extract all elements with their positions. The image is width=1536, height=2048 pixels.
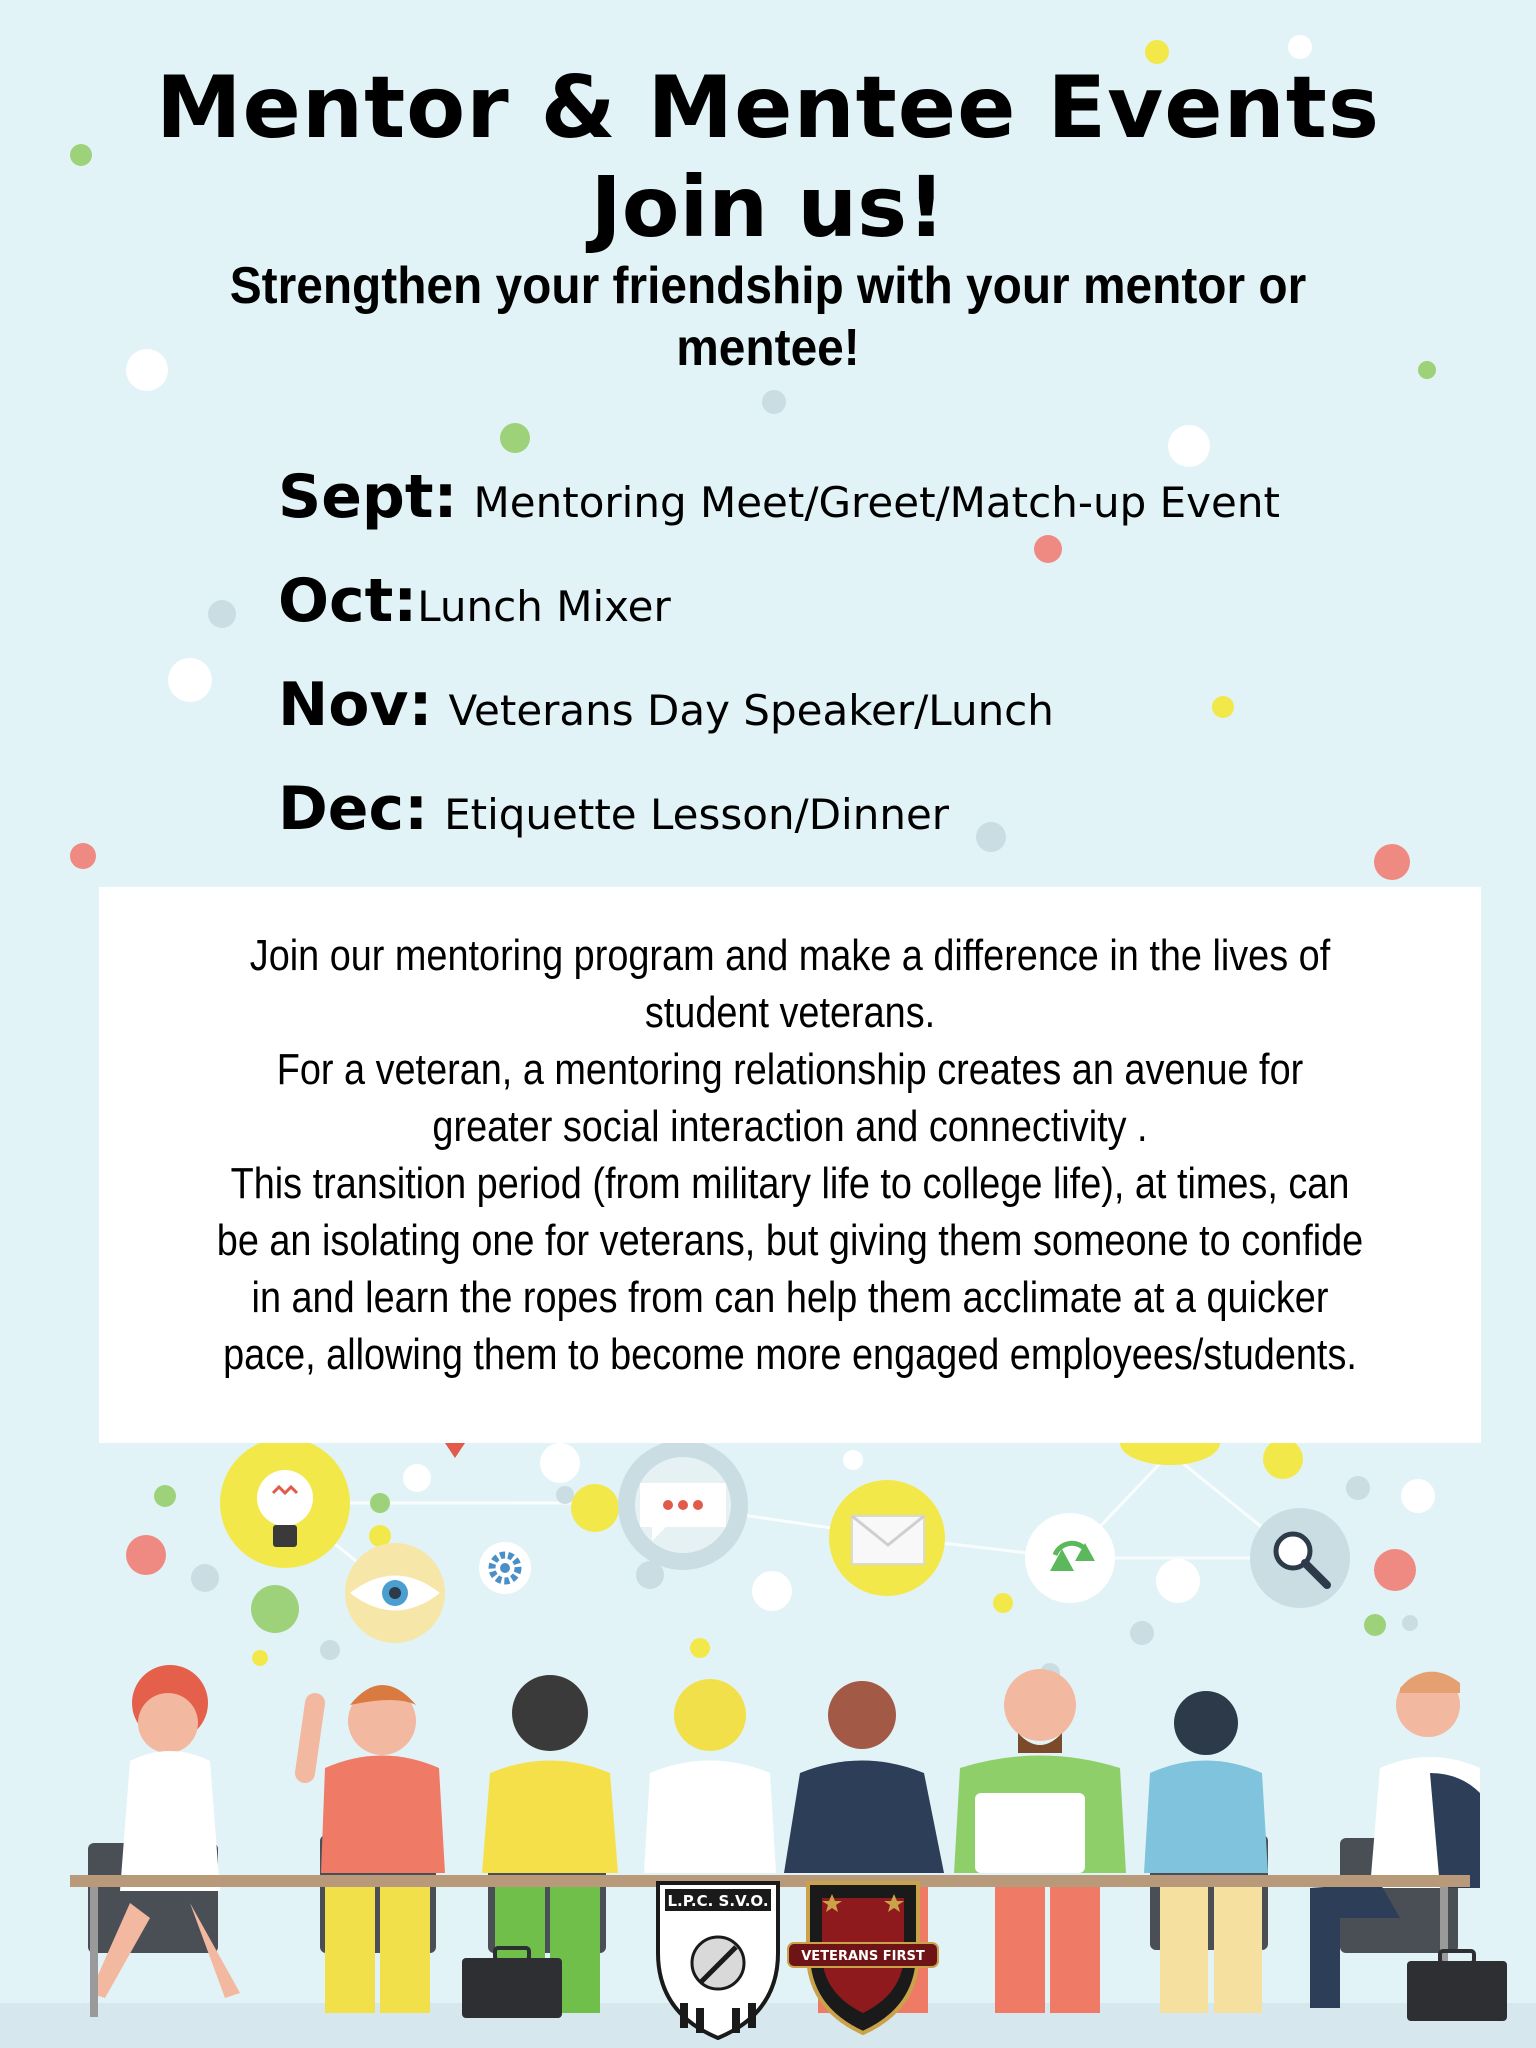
event-description: Mentoring Meet/Greet/Match-up Event [473, 478, 1280, 527]
event-description: Etiquette Lesson/Dinner [444, 790, 950, 839]
decorative-dot [1288, 35, 1312, 59]
event-schedule [278, 462, 1280, 878]
gear-icon [479, 1542, 531, 1594]
people-group [90, 1665, 1480, 2013]
lightbulb-icon [220, 1443, 350, 1568]
decorative-dot [1168, 425, 1210, 467]
chat-bubble-icon [618, 1443, 748, 1570]
event-description: Veterans Day Speaker/Lunch [448, 686, 1054, 735]
info-text [216, 927, 1363, 1383]
decorative-dot [168, 658, 212, 702]
magnifier-icon [1250, 1508, 1350, 1608]
recycle-icon [1025, 1513, 1115, 1603]
event-item-sept [278, 462, 1280, 566]
info-box [99, 887, 1481, 1443]
decorative-dot [208, 600, 236, 628]
info-paragraph: For a veteran, a mentoring relationship creates an avenue for greater social interaction and connectivity . [276, 1045, 1304, 1151]
envelope-icon [829, 1480, 945, 1596]
event-description: Lunch Mixer [417, 582, 671, 631]
event-month: Nov: [278, 670, 433, 740]
decorative-dot [762, 390, 786, 414]
event-month: Dec: [278, 774, 429, 844]
veterans-first-label: VETERANS FIRST [801, 1949, 925, 1964]
lpc-svo-label: L.P.C. S.V.O. [667, 1892, 769, 1910]
info-paragraph: Join our mentoring program and make a difference in the lives of student veterans. [249, 931, 1331, 1037]
laptop-icon [975, 1793, 1085, 1873]
page-title: Mentor & Mentee Events [155, 58, 1381, 158]
decorative-dot [1374, 844, 1410, 880]
event-month: Sept: [278, 462, 458, 532]
event-month: Oct: [278, 566, 418, 636]
join-us-heading: Join us! [590, 158, 946, 256]
subtitle: Strengthen your friendship with your mentor or mentee! [229, 257, 1307, 377]
decorative-dot [126, 349, 168, 391]
meeting-illustration [0, 1443, 1536, 2048]
event-item-nov [278, 670, 1280, 774]
event-item-oct [278, 566, 1280, 670]
decorative-dot [1418, 361, 1436, 379]
event-item-dec [278, 774, 1280, 878]
decorative-dot [500, 423, 530, 453]
info-paragraph: This transition period (from military life to college life), at times, can be an isolating one for veterans, but giving them someone to confide in and learn the ropes from can help them acclimate at a quicker pace, allowing them to become more engaged employees/students. [216, 1159, 1364, 1379]
decorative-dot [70, 843, 96, 869]
eye-icon [345, 1543, 445, 1643]
